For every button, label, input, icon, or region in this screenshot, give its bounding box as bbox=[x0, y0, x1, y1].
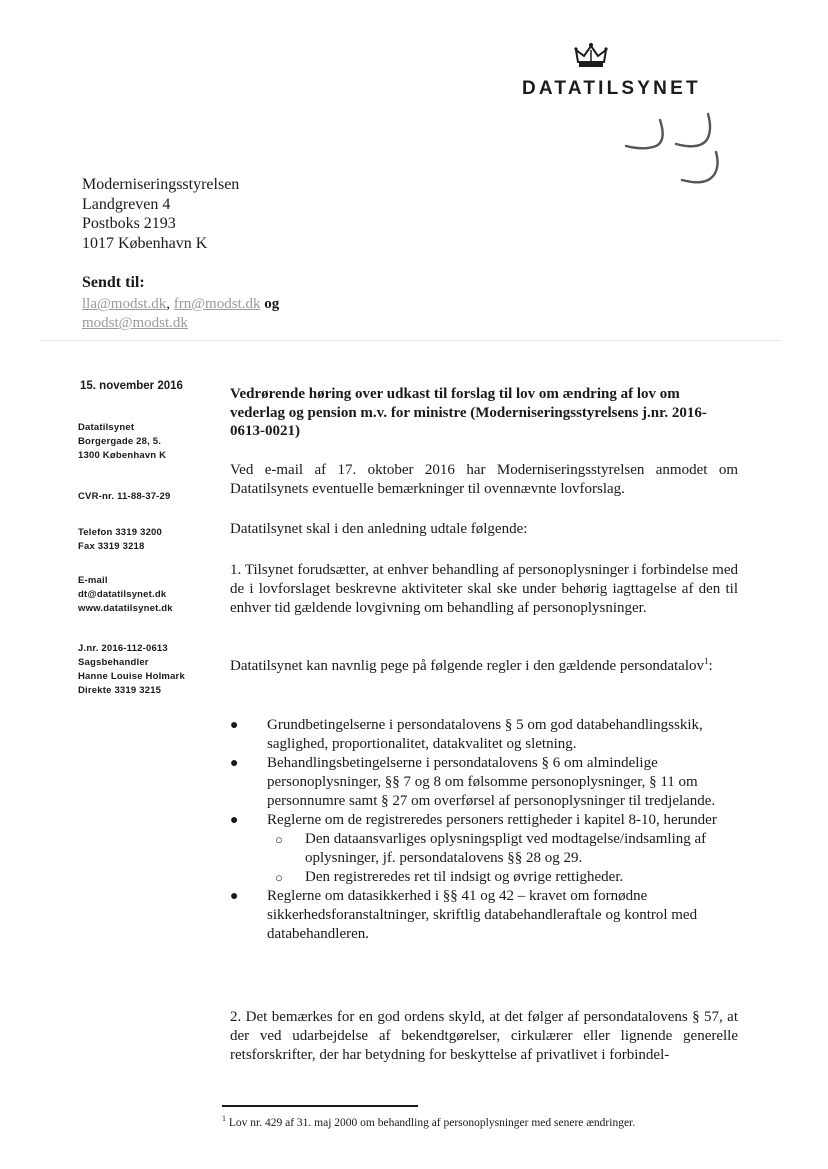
paragraph: 2. Det bemærkes for en god ordens skyld, at det følger af persondatalovens § 57, at der ved udarbejdelse af bekendtgørelser, cirkulærer eller lignende generelle retsforskrifter, der har betydning for beskyttelse af privatlivet i forbindel- bbox=[230, 1009, 738, 1063]
sender-email[interactable]: dt@datatilsynet.dk bbox=[78, 589, 167, 600]
bullet-icon: ● bbox=[230, 718, 239, 733]
footnote-divider bbox=[222, 1105, 418, 1107]
handwritten-marks bbox=[612, 110, 732, 190]
case-handler-label: Sagsbehandler bbox=[78, 657, 149, 668]
list-item-text: Reglerne om datasikkerhed i §§ 41 og 42 – kravet om fornødne sikkerhedsforanstaltninger, skriftlig databehandleraftale og kontrol med databehandleren. bbox=[267, 888, 698, 942]
sub-list-item bbox=[230, 868, 738, 887]
footnote-ref: 1 bbox=[704, 656, 709, 666]
sender-street: Borgergade 28, 5. bbox=[78, 436, 162, 447]
case-info bbox=[78, 642, 185, 698]
bullet-icon: ● bbox=[230, 756, 239, 771]
list-item-text: Den registreredes ret til indsigt og øvrige rettigheder. bbox=[305, 869, 624, 885]
recipient-emails bbox=[82, 295, 342, 333]
sent-to-label: Sendt til: bbox=[82, 274, 145, 291]
divider bbox=[40, 340, 780, 341]
list-item bbox=[230, 754, 738, 811]
recipient-line: Moderniseringsstyrelsen bbox=[82, 176, 240, 193]
conjunction: og bbox=[264, 296, 280, 312]
recipient-line: Postboks 2193 bbox=[82, 215, 176, 233]
email-link[interactable]: modst@modst.dk bbox=[82, 315, 188, 331]
rules-list bbox=[230, 716, 738, 944]
paragraph bbox=[230, 657, 738, 676]
case-handler-name: Hanne Louise Holmark bbox=[78, 671, 185, 682]
sender-contact bbox=[78, 574, 173, 616]
footnote-mark: 1 bbox=[222, 1114, 226, 1124]
list-item-text: Grundbetingelserne i persondatalovens § 5 om god databehandlingsskik, saglighed, proportionalitet, datakvalitet og sletning. bbox=[267, 717, 703, 752]
recipient-line: 1017 København K bbox=[82, 234, 208, 252]
direct-phone: Direkte 3319 3215 bbox=[78, 685, 162, 696]
letter-date: 15. november 2016 bbox=[80, 380, 183, 392]
email-separator: , bbox=[166, 296, 174, 312]
sender-fax: Fax 3319 3218 bbox=[78, 541, 145, 552]
list-item-text: Den dataansvarliges oplysningspligt ved modtagelse/indsamling af oplysninger, jf. persondatalovens §§ 28 og 29. bbox=[305, 831, 707, 866]
paragraph-punct: : bbox=[708, 658, 713, 674]
brand-logo-text: DATATILSYNET bbox=[522, 78, 701, 99]
paragraph: Ved e-mail af 17. oktober 2016 har Moderniseringsstyrelsen anmodet om Datatilsynets eventuelle bemærkninger til ovennævnte lovforslag. bbox=[230, 462, 738, 497]
sender-city: 1300 København K bbox=[78, 450, 167, 461]
list-item-text: Reglerne om de registreredes personers rettigheder i kapitel 8-10, herunder bbox=[267, 812, 717, 828]
crown-icon bbox=[574, 42, 608, 72]
bullet-icon: ● bbox=[230, 889, 239, 904]
footnote bbox=[222, 1114, 636, 1129]
sender-website[interactable]: www.datatilsynet.dk bbox=[78, 603, 173, 614]
recipient-address bbox=[82, 175, 239, 253]
paragraph: Datatilsynet skal i den anledning udtale følgende: bbox=[230, 521, 528, 537]
bullet-icon: ● bbox=[230, 813, 239, 828]
circle-bullet-icon: ○ bbox=[275, 870, 283, 885]
sub-list-item bbox=[230, 830, 738, 868]
journal-number: J.nr. 2016-112-0613 bbox=[78, 643, 168, 654]
sender-phones bbox=[78, 526, 162, 554]
list-item bbox=[230, 811, 738, 830]
email-link[interactable]: frn@modst.dk bbox=[173, 296, 261, 312]
paragraph: 1. Tilsynet forudsætter, at enhver behandling af personoplysninger i forbindelse med de i lovforslaget beskrevne aktiviteter skal ske under behørig iagttagelse af den til enhver tid gældende lovgivning om behandling af personoplysninger. bbox=[230, 562, 738, 616]
footnote-text: Lov nr. 429 af 31. maj 2000 om behandling af personoplysninger med senere ændringer. bbox=[226, 1117, 636, 1129]
paragraph-text: Datatilsynet kan navnlig pege på følgende regler i den gældende persondatalov bbox=[230, 658, 705, 674]
list-item bbox=[230, 887, 738, 944]
sender-email-label: E-mail bbox=[78, 575, 108, 586]
circle-bullet-icon: ○ bbox=[275, 832, 283, 847]
recipient-line: Landgreven 4 bbox=[82, 195, 171, 213]
sender-org: Datatilsynet bbox=[78, 422, 135, 433]
letter-subject: Vedrørende høring over udkast til forslag til lov om ændring af lov om vederlag og pension m.v. for ministre (Moderniseringsstyrelsens j.nr. 2016-0613-0021) bbox=[230, 386, 707, 439]
list-item bbox=[230, 716, 738, 754]
sender-address bbox=[78, 421, 166, 463]
sender-phone: Telefon 3319 3200 bbox=[78, 527, 163, 538]
email-link[interactable]: lla@modst.dk bbox=[82, 296, 167, 312]
list-item-text: Behandlingsbetingelserne i persondatalovens § 6 om almindelige personoplysninger, §§ 7 og 8 om følsomme personoplysninger, § 11 om personnumre samt § 27 om overførsel af personoplysninger til tredjelande. bbox=[267, 755, 716, 809]
sender-cvr: CVR-nr. 11-88-37-29 bbox=[78, 491, 171, 502]
